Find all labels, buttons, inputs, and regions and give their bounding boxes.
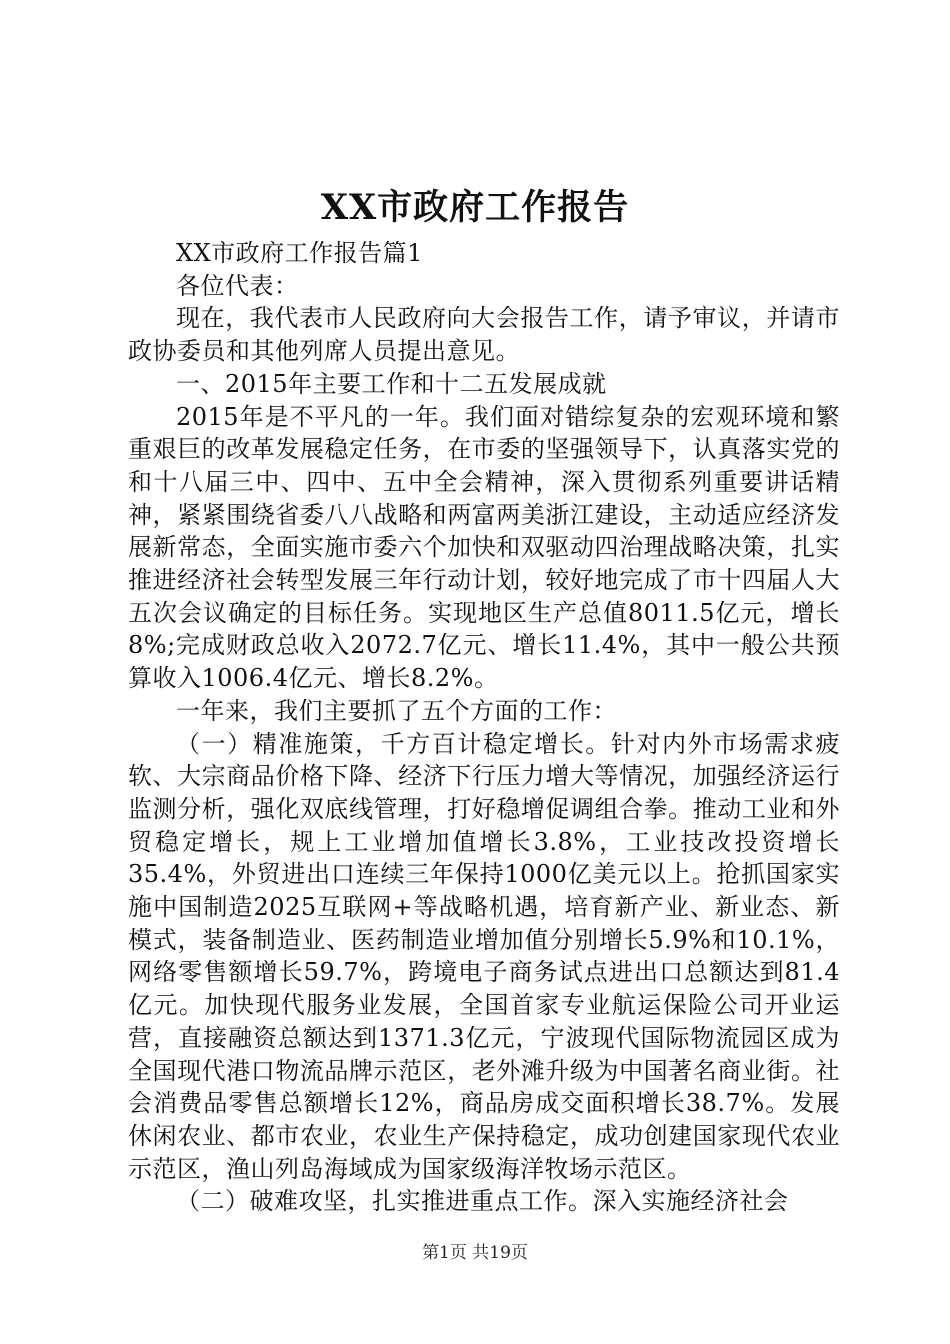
paragraph: 一年来，我们主要抓了五个方面的工作： [176,696,617,725]
document-body [128,237,840,1218]
section-heading: 一、2015年主要工作和十二五发展成就 [176,369,607,398]
document-title: XX市政府工作报告 [320,187,630,228]
paragraph: （一）精准施策，千方百计稳定增长。针对内外市场需求疲软、大宗商品价格下降、经济下行压力增大等情况，加强经济运行监测分析，强化双底线管理，打好稳增促调组合拳。推动工业和外贸稳定增长，规上工业增加值增长3.8%，工业技改投资增长35.4%，外贸进出口连续三年保持1000亿美元以上。抢抓国家实施中国制造2025互联网+等战略机遇，培育新产业、新业态、新模式，装备制造业、医药制造业增加值分别增长5.9%和10.1%，网络零售额增长59.7%，跨境电子商务试点进出口总额达到81.4亿元。加快现代服务业发展，全国首家专业航运保险公司开业运营，直接融资总额达到1371.3亿元，宁波现代国际物流园区成为全国现代港口物流品牌示范区，老外滩升级为中国著名商业街。社会消费品零售总额增长12%，商品房成交面积增长38.7%。发展休闲农业、都市农业，农业生产保持稳定，成功创建国家现代农业示范区，渔山列岛海域成为国家级海洋牧场示范区。 [128,729,840,1183]
salutation: 各位代表： [176,271,299,300]
paragraph: （二）破难攻坚，扎实推进重点工作。深入实施经济社会 [176,1187,789,1216]
paragraph: 现在，我代表市人民政府向大会报告工作，请予审议，并请市政协委员和其他列席人员提出意见。 [128,304,840,366]
section-heading: XX市政府工作报告篇1 [176,239,423,267]
paragraph: 2015年是不平凡的一年。我们面对错综复杂的宏观环境和繁重艰巨的改革发展稳定任务，在市委的坚强领导下，认真落实党的和十八届三中、四中、五中全会精神，深入贯彻系列重要讲话精神，紧紧围绕省委八八战略和两富两美浙江建设，主动适应经济发展新常态，全面实施市委六个加快和双驱动四治理战略决策，扎实推进经济社会转型发展三年行动计划，较好地完成了市十四届人大五次会议确定的目标任务。实现地区生产总值8011.5亿元，增长8%;完成财政总收入2072.7亿元、增长11.4%，其中一般公共预算收入1006.4亿元、增长8.2%。 [128,402,840,693]
page-number: 第1页 共19页 [422,1243,528,1263]
